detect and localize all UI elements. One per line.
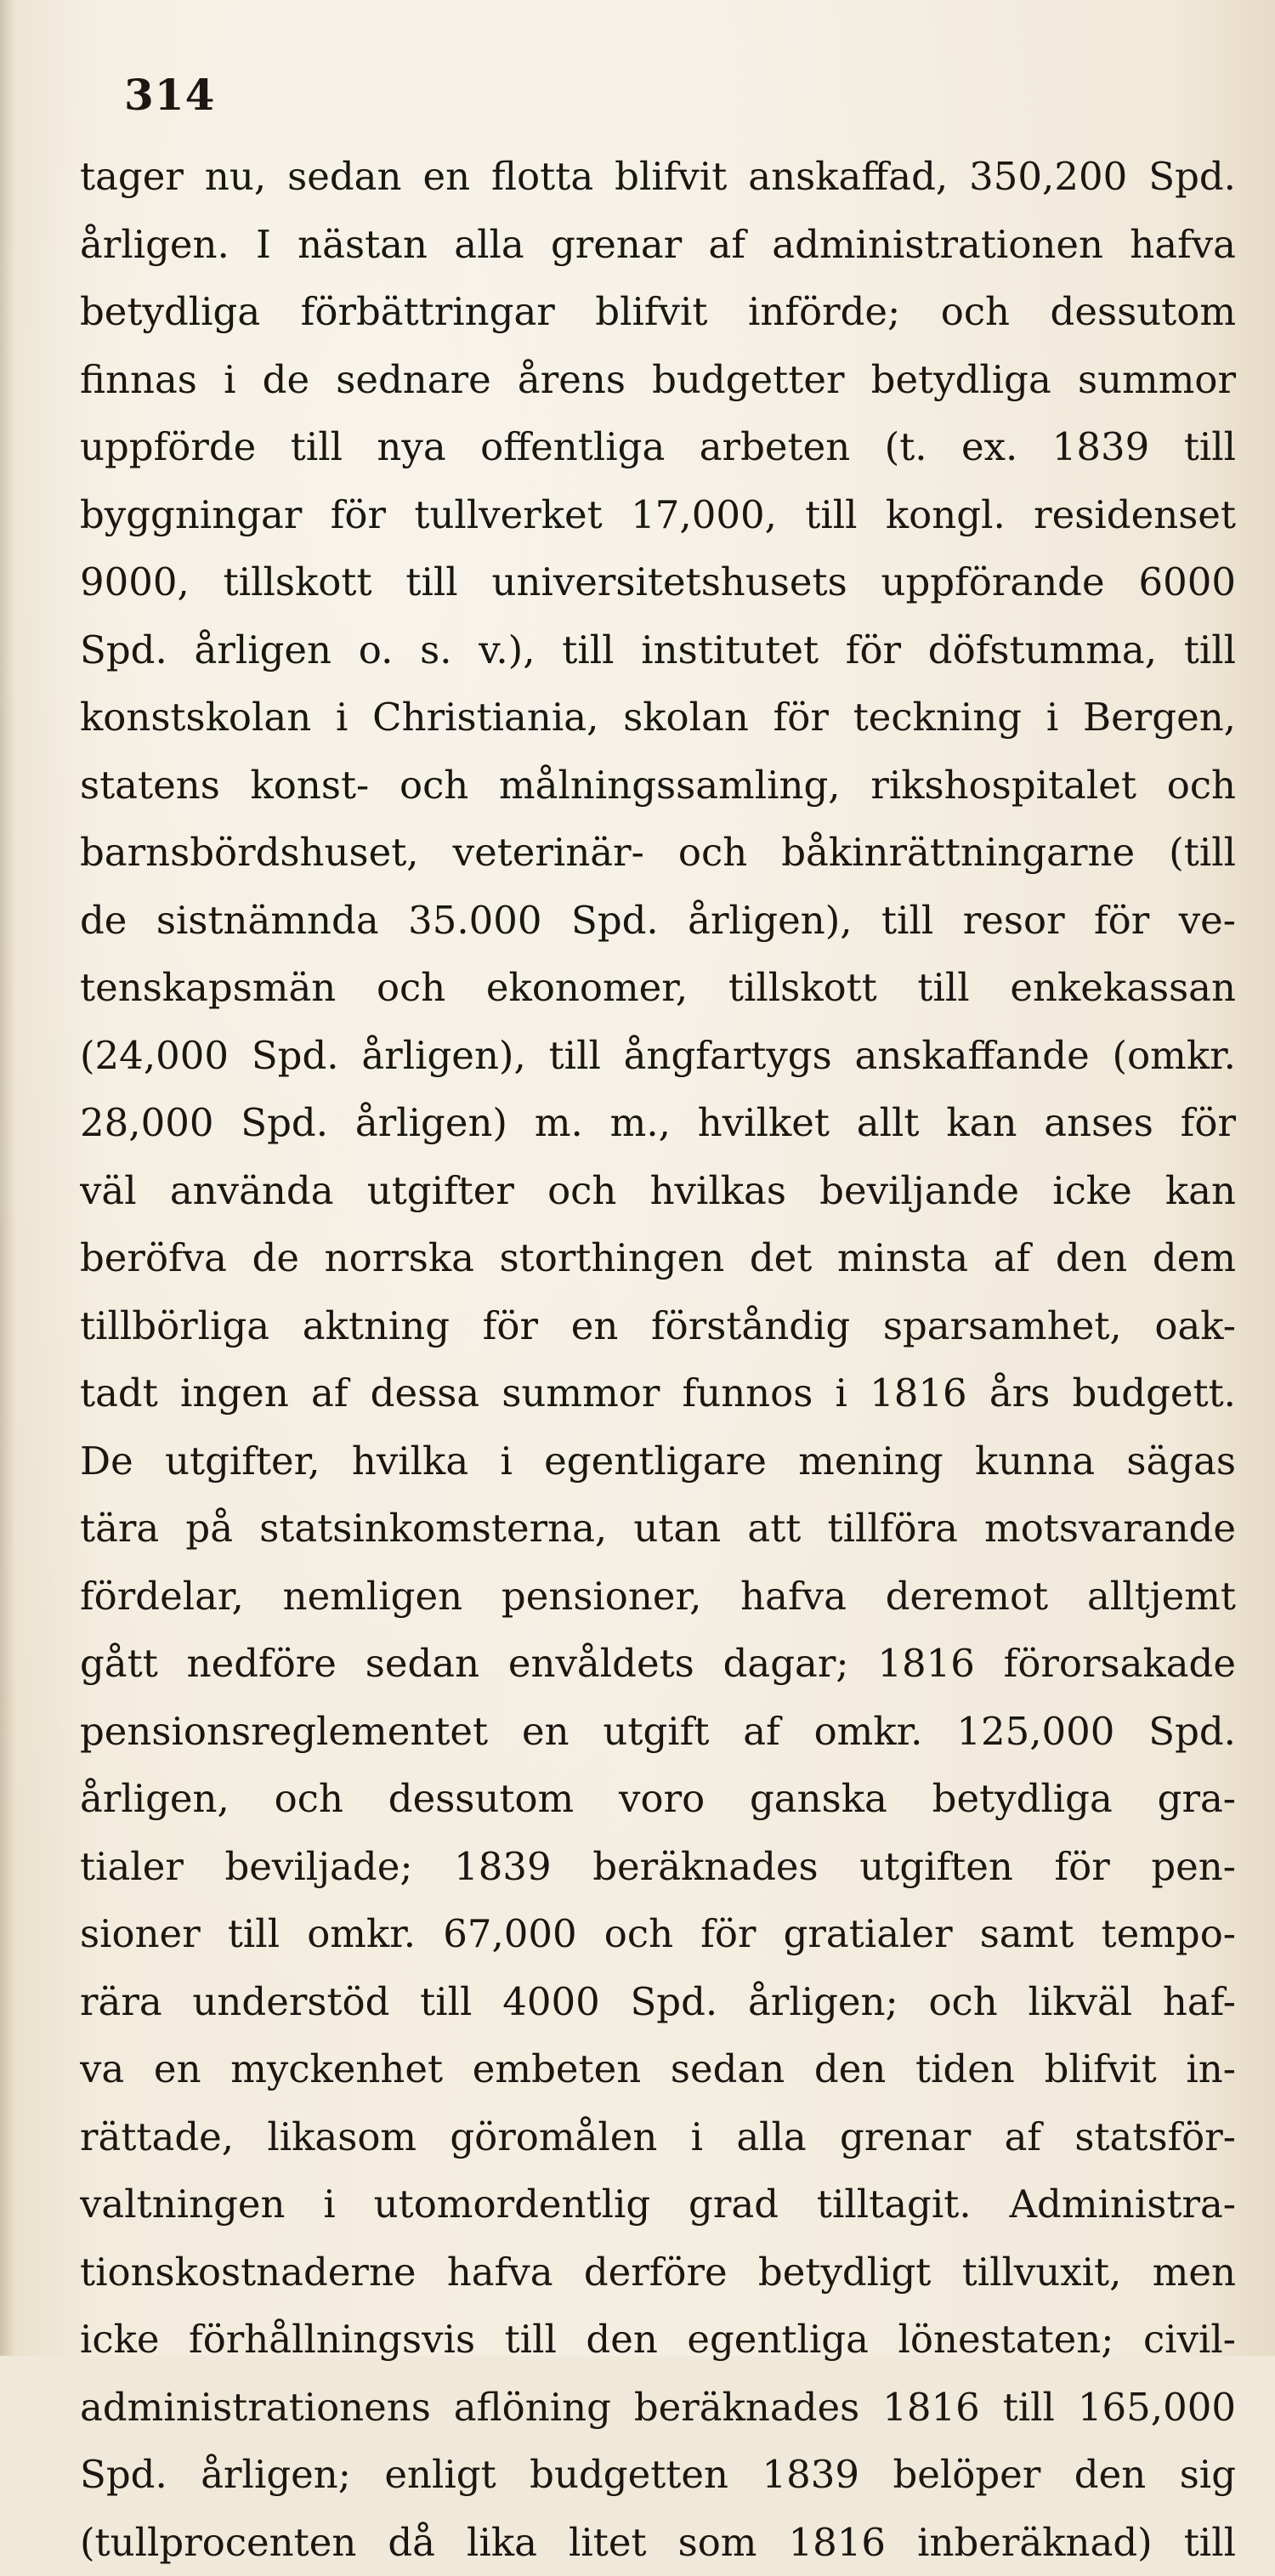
text-line: va en myckenhet embeten sedan den tiden blifvit in-: [80, 2035, 1236, 2103]
text-line: Spd. årligen o. s. v.), till institutet för döfstumma, till: [80, 616, 1236, 684]
text-line: de sistnämnda 35.000 Spd. årligen), till resor för ve-: [80, 887, 1236, 955]
text-line: väl använda utgifter och hvilkas beviljande icke kan: [80, 1157, 1236, 1225]
text-line: sioner till omkr. 67,000 och för gratialer samt tempo-: [80, 1900, 1236, 1968]
text-line: 28,000 Spd. årligen) m. m., hvilket allt kan anses för: [80, 1089, 1236, 1157]
page-gutter-shadow: [0, 0, 15, 2356]
text-line: årligen, och dessutom voro ganska betydliga gra-: [80, 1765, 1236, 1833]
text-line: fördelar, nemligen pensioner, hafva deremot alltjemt: [80, 1563, 1236, 1631]
text-line: valtningen i utomordentlig grad tilltagit. Administra-: [80, 2170, 1236, 2238]
text-line: (tullprocenten då lika litet som 1816 inberäknad) till: [80, 2509, 1236, 2576]
text-line: rättade, likasom göromålen i alla grenar af statsför-: [80, 2103, 1236, 2171]
text-line: betydliga förbättringar blifvit införde; och dessutom: [80, 278, 1236, 346]
text-line: barnsbördshuset, veterinär- och båkinrättningarne (till: [80, 819, 1236, 887]
text-line: (24,000 Spd. årligen), till ångfartygs anskaffande (omkr.: [80, 1022, 1236, 1090]
text-line: tialer beviljade; 1839 beräknades utgiften för pen-: [80, 1833, 1236, 1901]
text-line: konstskolan i Christiania, skolan för teckning i Bergen,: [80, 684, 1236, 752]
text-line: tionskostnaderne hafva derföre betydligt tillvuxit, men: [80, 2238, 1236, 2306]
text-line: årligen. I nästan alla grenar af administrationen hafva: [80, 211, 1236, 279]
body-text: [80, 143, 1236, 2576]
text-line: rära understöd till 4000 Spd. årligen; och likväl haf-: [80, 1968, 1236, 2036]
text-line: uppförde till nya offentliga arbeten (t. ex. 1839 till: [80, 413, 1236, 481]
text-line: statens konst- och målningssamling, rikshospitalet och: [80, 752, 1236, 820]
text-line: finnas i de sednare årens budgetter betydliga summor: [80, 346, 1236, 414]
text-line: administrationens aflöning beräknades 1816 till 165,000: [80, 2374, 1236, 2442]
text-line: tillbörliga aktning för en förståndig sparsamhet, oak-: [80, 1292, 1236, 1360]
text-line: gått nedföre sedan envåldets dagar; 1816 förorsakade: [80, 1630, 1236, 1698]
text-line: tenskapsmän och ekonomer, tillskott till enkekassan: [80, 954, 1236, 1022]
text-line: pensionsreglementet en utgift af omkr. 125,000 Spd.: [80, 1698, 1236, 1766]
text-line: byggningar för tullverket 17,000, till kongl. residenset: [80, 481, 1236, 549]
page-number: 314: [124, 70, 215, 120]
text-line: icke förhållningsvis till den egentliga lönestaten; civil-: [80, 2306, 1236, 2374]
text-line: tära på statsinkomsterna, utan att tillföra motsvarande: [80, 1495, 1236, 1563]
text-line: Spd. årligen; enligt budgetten 1839 belöper den sig: [80, 2441, 1236, 2509]
text-line: 9000, tillskott till universitetshusets uppförande 6000: [80, 548, 1236, 616]
text-line: beröfva de norrska storthingen det minsta af den dem: [80, 1224, 1236, 1292]
text-line: tager nu, sedan en flotta blifvit anskaffad, 350,200 Spd.: [80, 143, 1236, 211]
text-line: tadt ingen af dessa summor funnos i 1816 års budgett.: [80, 1359, 1236, 1427]
text-line: De utgifter, hvilka i egentligare mening kunna sägas: [80, 1427, 1236, 1495]
